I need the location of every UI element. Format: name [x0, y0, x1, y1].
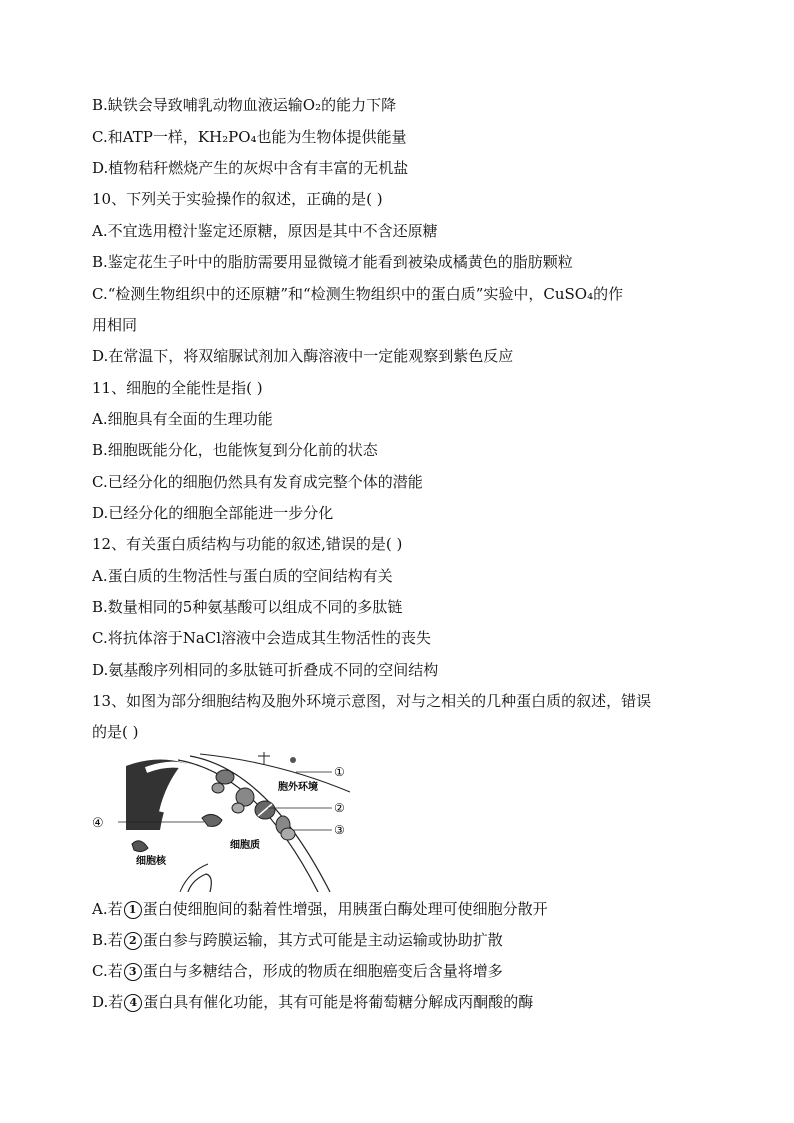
- cell-membrane-diagram: [118, 752, 358, 892]
- q10-option-c-line2: 用相同: [92, 316, 138, 334]
- protein-3-bottom: [281, 828, 295, 840]
- mark-4: ④: [92, 816, 104, 831]
- q9-option-c: C.和ATP一样，KH₂PO₄也能为生物体提供能量: [92, 128, 407, 146]
- label-nucleus: 细胞核: [136, 856, 166, 867]
- protein-1-bottom: [212, 783, 224, 793]
- q9-option-d: D.植物秸秆燃烧产生的灰烬中含有丰富的无机盐: [92, 159, 409, 177]
- circled-number-2: 2: [124, 932, 142, 950]
- circled-number-4: 4: [124, 994, 142, 1012]
- mark-2: ②: [334, 801, 345, 815]
- protein-2-bottom: [232, 803, 244, 813]
- q11-stem: 11、细胞的全能性是指( ): [92, 379, 263, 397]
- q10-option-a: A.不宜选用橙汁鉴定还原糖，原因是其中不含还原糖: [92, 222, 438, 240]
- q12-option-a: A.蛋白质的生物活性与蛋白质的空间结构有关: [92, 567, 393, 585]
- q13-option-c: C.若 3 蛋白与多糖结合，形成的物质在细胞癌变后含量将增多: [92, 962, 503, 980]
- q11-option-c: C.已经分化的细胞仍然具有发育成完整个体的潜能: [92, 473, 423, 491]
- q13-option-d: D.若 4 蛋白具有催化功能，其有可能是将葡萄糖分解成丙酮酸的酶: [92, 993, 534, 1011]
- label-cytoplasm: 细胞质: [230, 840, 260, 851]
- q13-option-a: A.若 1 蛋白使细胞间的黏着性增强，用胰蛋白酶处理可使细胞分散开: [92, 900, 548, 918]
- q11-option-b: B.细胞既能分化，也能恢复到分化前的状态: [92, 441, 378, 459]
- q10-option-d: D.在常温下，将双缩脲试剂加入酶溶液中一定能观察到紫色反应: [92, 347, 514, 365]
- q12-option-d: D.氨基酸序列相同的多肽链可折叠成不同的空间结构: [92, 661, 439, 679]
- q11-option-a: A.细胞具有全面的生理功能: [92, 410, 273, 428]
- q13-option-b: B.若 2 蛋白参与跨膜运输，其方式可能是主动运输或协助扩散: [92, 931, 503, 949]
- q13-stem-line2: 的是( ): [92, 723, 139, 741]
- q9-option-b: B.缺铁会导致哺乳动物血液运输O₂的能力下降: [92, 96, 397, 114]
- circled-number-3: 3: [124, 963, 142, 981]
- molecule-dot: [290, 757, 296, 763]
- cell-diagram-svg: [118, 752, 358, 892]
- label-extracellular: 胞外环境: [278, 782, 318, 793]
- mark-3: ③: [334, 823, 345, 837]
- protein-4: [202, 814, 222, 826]
- q11-option-d: D.已经分化的细胞全部能进一步分化: [92, 504, 334, 522]
- mark-1: ①: [334, 765, 345, 779]
- q10-stem: 10、下列关于实验操作的叙述，正确的是( ): [92, 190, 383, 208]
- membrane-outer-line: [178, 760, 318, 892]
- nucleus-protein: [132, 841, 148, 852]
- q12-option-b: B.数量相同的5种氨基酸可以组成不同的多肽链: [92, 598, 403, 616]
- q12-stem: 12、有关蛋白质结构与功能的叙述,错误的是( ): [92, 535, 403, 553]
- q10-option-c-line1: C.“检测生物组织中的还原糖”和“检测生物组织中的蛋白质”实验中，CuSO₄的作: [92, 285, 624, 303]
- q12-option-c: C.将抗体溶于NaCl溶液中会造成其生物活性的丧失: [92, 629, 432, 647]
- organelle-shape: [188, 874, 211, 892]
- circled-number-1: 1: [124, 901, 142, 919]
- q10-option-b: B.鉴定花生子叶中的脂肪需要用显微镜才能看到被染成橘黄色的脂肪颗粒: [92, 253, 573, 271]
- protein-1-top: [216, 770, 234, 784]
- q13-stem-line1: 13、如图为部分细胞结构及胞外环境示意图，对与之相关的几种蛋白质的叙述，错误: [92, 692, 652, 710]
